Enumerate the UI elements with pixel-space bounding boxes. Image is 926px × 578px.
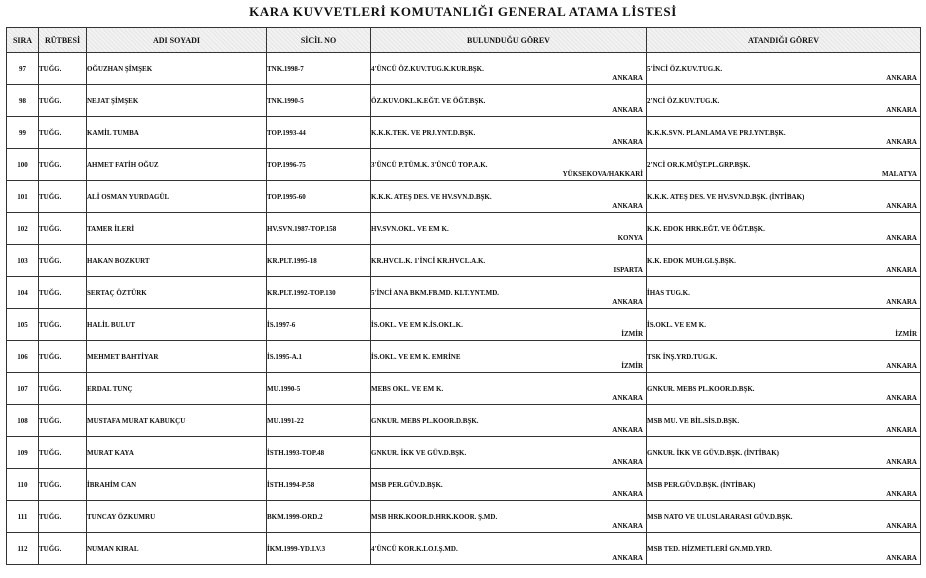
name-cell: MURAT KAYA bbox=[87, 437, 267, 469]
header-rank: RÜTBESİ bbox=[39, 28, 87, 53]
rank-cell: TUĞG. bbox=[39, 533, 87, 565]
assigned-duty-cell bbox=[647, 341, 921, 373]
row-number: 103 bbox=[7, 245, 39, 277]
assigned-duty-cell bbox=[647, 373, 921, 405]
assigned-city: MALATYA bbox=[881, 170, 917, 178]
registry-cell: KR.PLT.1995-18 bbox=[267, 245, 371, 277]
assigned-city: İZMİR bbox=[895, 330, 917, 338]
assigned-city: ANKARA bbox=[886, 394, 917, 402]
registry-cell: TOP.1993-44 bbox=[267, 117, 371, 149]
rank-cell: TUĞG. bbox=[39, 469, 87, 501]
registry-cell: KR.PLT.1992-TOP.130 bbox=[267, 277, 371, 309]
current-duty-cell bbox=[371, 85, 647, 117]
table-row bbox=[7, 405, 921, 437]
current-city: ANKARA bbox=[612, 106, 643, 114]
table-row bbox=[7, 149, 921, 181]
row-number: 106 bbox=[7, 341, 39, 373]
current-duty-text: GNKUR. İKK VE GÜV.D.BŞK. bbox=[371, 448, 467, 457]
assigned-duty-text: İS.OKL. VE EM K. bbox=[647, 320, 706, 329]
current-city: İZMİR bbox=[621, 330, 643, 338]
row-number: 97 bbox=[7, 53, 39, 85]
row-number: 105 bbox=[7, 309, 39, 341]
registry-cell: HV.SVN.1987-TOP.158 bbox=[267, 213, 371, 245]
assigned-duty-cell bbox=[647, 117, 921, 149]
header-no: SIRA bbox=[7, 28, 39, 53]
assigned-duty-cell bbox=[647, 213, 921, 245]
name-cell: AHMET FATİH OĞUZ bbox=[87, 149, 267, 181]
assigned-duty-text: K.K.K.SVN. PLANLAMA VE PRJ.YNT.BŞK. bbox=[647, 128, 786, 137]
assigned-duty-cell bbox=[647, 245, 921, 277]
current-city: ANKARA bbox=[612, 522, 643, 530]
current-duty-text: MSB PER.GÜV.D.BŞK. bbox=[371, 480, 443, 489]
table-row bbox=[7, 309, 921, 341]
assigned-city: ANKARA bbox=[886, 554, 917, 562]
current-city: ANKARA bbox=[612, 490, 643, 498]
registry-cell: MU.1991-22 bbox=[267, 405, 371, 437]
table-row bbox=[7, 437, 921, 469]
current-duty-cell bbox=[371, 501, 647, 533]
current-city: ISPARTA bbox=[613, 266, 643, 274]
table-header bbox=[7, 28, 921, 53]
name-cell: OĞUZHAN ŞİMŞEK bbox=[87, 53, 267, 85]
assigned-city: ANKARA bbox=[886, 202, 917, 210]
table-row bbox=[7, 213, 921, 245]
row-number: 112 bbox=[7, 533, 39, 565]
current-duty-text: 3'ÜNCÜ P.TÜM.K. 3'ÜNCÜ TOP.A.K. bbox=[371, 160, 488, 169]
assigned-duty-cell bbox=[647, 405, 921, 437]
assigned-duty-text: MSB NATO VE ULUSLARARASI GÜV.D.BŞK. bbox=[647, 512, 793, 521]
current-city: ANKARA bbox=[612, 394, 643, 402]
table-row bbox=[7, 181, 921, 213]
assigned-duty-cell bbox=[647, 149, 921, 181]
row-number: 110 bbox=[7, 469, 39, 501]
name-cell: NEJAT ŞİMŞEK bbox=[87, 85, 267, 117]
assigned-city: ANKARA bbox=[886, 266, 917, 274]
name-cell: MUSTAFA MURAT KABUKÇU bbox=[87, 405, 267, 437]
current-duty-text: HV.SVN.OKL. VE EM K. bbox=[371, 224, 449, 233]
assigned-duty-cell bbox=[647, 501, 921, 533]
registry-cell: İSTH.1994-P.58 bbox=[267, 469, 371, 501]
current-city: KONYA bbox=[617, 234, 643, 242]
assigned-city: ANKARA bbox=[886, 490, 917, 498]
assigned-duty-text: K.K. EDOK MUH.GLŞ.BŞK. bbox=[647, 256, 736, 265]
rank-cell: TUĞG. bbox=[39, 437, 87, 469]
registry-cell: TOP.1995-60 bbox=[267, 181, 371, 213]
registry-cell: İS.1995-A.1 bbox=[267, 341, 371, 373]
assigned-duty-text: MSB PER.GÜV.D.BŞK. (İNTİBAK) bbox=[647, 480, 756, 489]
assigned-duty-cell bbox=[647, 437, 921, 469]
rank-cell: TUĞG. bbox=[39, 181, 87, 213]
current-duty-text: 4'ÜNCÜ ÖZ.KUV.TUG.K.KUR.BŞK. bbox=[371, 64, 484, 73]
current-duty-text: 5'İNCİ ANA BKM.FB.MD. KLT.YNT.MD. bbox=[371, 288, 500, 297]
header-row bbox=[7, 28, 921, 53]
rank-cell: TUĞG. bbox=[39, 341, 87, 373]
name-cell: TAMER İLERİ bbox=[87, 213, 267, 245]
table-row bbox=[7, 469, 921, 501]
current-duty-text: 4'ÜNCÜ KOR.K.LOJ.Ş.MD. bbox=[371, 544, 458, 553]
current-duty-cell bbox=[371, 469, 647, 501]
current-city: ANKARA bbox=[612, 202, 643, 210]
assigned-city: ANKARA bbox=[886, 74, 917, 82]
registry-cell: İSTH.1993-TOP.48 bbox=[267, 437, 371, 469]
table-row bbox=[7, 277, 921, 309]
name-cell: ERDAL TUNÇ bbox=[87, 373, 267, 405]
header-assigned-duty: ATANDIĞI GÖREV bbox=[647, 28, 921, 53]
rank-cell: TUĞG. bbox=[39, 373, 87, 405]
row-number: 104 bbox=[7, 277, 39, 309]
current-duty-cell bbox=[371, 245, 647, 277]
assigned-city: ANKARA bbox=[886, 138, 917, 146]
current-duty-cell bbox=[371, 117, 647, 149]
row-number: 102 bbox=[7, 213, 39, 245]
table-row bbox=[7, 373, 921, 405]
current-duty-cell bbox=[371, 213, 647, 245]
current-city: ANKARA bbox=[612, 458, 643, 466]
row-number: 98 bbox=[7, 85, 39, 117]
assigned-duty-text: MSB TED. HİZMETLERİ GN.MD.YRD. bbox=[647, 544, 772, 553]
assigned-duty-text: TSK İNŞ.YRD.TUG.K. bbox=[647, 352, 718, 361]
rank-cell: TUĞG. bbox=[39, 501, 87, 533]
current-duty-text: MEBS OKL. VE EM K. bbox=[371, 384, 444, 393]
assigned-city: ANKARA bbox=[886, 234, 917, 242]
assigned-duty-text: 2'NCİ ÖZ.KUV.TUG.K. bbox=[647, 96, 720, 105]
assigned-city: ANKARA bbox=[886, 426, 917, 434]
current-city: ANKARA bbox=[612, 298, 643, 306]
current-duty-text: KR.HVCL.K. 1'İNCİ KR.HVCL.A.K. bbox=[371, 256, 486, 265]
registry-cell: TNK.1990-5 bbox=[267, 85, 371, 117]
assigned-duty-text: K.K.K. ATEŞ DES. VE HV.SVN.D.BŞK. (İNTİBAK) bbox=[647, 192, 805, 201]
current-city: ANKARA bbox=[612, 554, 643, 562]
assigned-duty-text: MSB MU. VE BİL.SİS.D.BŞK. bbox=[647, 416, 740, 425]
assigned-duty-cell bbox=[647, 181, 921, 213]
current-city: ANKARA bbox=[612, 426, 643, 434]
assigned-city: ANKARA bbox=[886, 362, 917, 370]
table-row bbox=[7, 341, 921, 373]
name-cell: SERTAÇ ÖZTÜRK bbox=[87, 277, 267, 309]
current-duty-cell bbox=[371, 53, 647, 85]
assigned-city: ANKARA bbox=[886, 106, 917, 114]
current-duty-cell bbox=[371, 341, 647, 373]
name-cell: NUMAN KIRAL bbox=[87, 533, 267, 565]
name-cell: MEHMET BAHTİYAR bbox=[87, 341, 267, 373]
rank-cell: TUĞG. bbox=[39, 309, 87, 341]
current-duty-text: ÖZ.KUV.OKL.K.EĞT. VE ÖĞT.BŞK. bbox=[371, 96, 486, 105]
current-duty-cell bbox=[371, 181, 647, 213]
registry-cell: MU.1990-5 bbox=[267, 373, 371, 405]
table-row bbox=[7, 117, 921, 149]
registry-cell: İKM.1999-YD.LV.3 bbox=[267, 533, 371, 565]
current-duty-cell bbox=[371, 405, 647, 437]
row-number: 108 bbox=[7, 405, 39, 437]
assigned-duty-cell bbox=[647, 85, 921, 117]
assigned-duty-cell bbox=[647, 469, 921, 501]
name-cell: KAMİL TUMBA bbox=[87, 117, 267, 149]
table-row bbox=[7, 501, 921, 533]
current-duty-text: K.K.K.TEK. VE PRJ.YNT.D.BŞK. bbox=[371, 128, 476, 137]
assigned-city: ANKARA bbox=[886, 298, 917, 306]
table-row bbox=[7, 85, 921, 117]
current-duty-cell bbox=[371, 277, 647, 309]
rank-cell: TUĞG. bbox=[39, 149, 87, 181]
current-city: ANKARA bbox=[612, 74, 643, 82]
assignment-table bbox=[6, 27, 921, 565]
current-duty-text: MSB HRK.KOOR.D.HRK.KOOR. Ş.MD. bbox=[371, 512, 498, 521]
header-current-duty: BULUNDUĞU GÖREV bbox=[371, 28, 647, 53]
page-title: KARA KUVVETLERİ KOMUTANLIĞI GENERAL ATAMA LİSTESİ bbox=[249, 4, 677, 19]
row-number: 100 bbox=[7, 149, 39, 181]
current-duty-text: İS.OKL. VE EM K.İS.OKL.K. bbox=[371, 320, 463, 329]
assigned-duty-cell bbox=[647, 533, 921, 565]
current-duty-text: GNKUR. MEBS PL.KOOR.D.BŞK. bbox=[371, 416, 479, 425]
rank-cell: TUĞG. bbox=[39, 85, 87, 117]
assigned-duty-text: İHAS TUG.K. bbox=[647, 288, 690, 297]
header-name: ADI SOYADI bbox=[87, 28, 267, 53]
current-duty-cell bbox=[371, 533, 647, 565]
name-cell: HALİL BULUT bbox=[87, 309, 267, 341]
rank-cell: TUĞG. bbox=[39, 245, 87, 277]
current-duty-cell bbox=[371, 149, 647, 181]
current-duty-text: K.K.K. ATEŞ DES. VE HV.SVN.D.BŞK. bbox=[371, 192, 492, 201]
row-number: 109 bbox=[7, 437, 39, 469]
assigned-duty-text: 2'NCİ OR.K.MÜŞT.PL.GRP.BŞK. bbox=[647, 160, 751, 169]
current-duty-cell bbox=[371, 437, 647, 469]
name-cell: HAKAN BOZKURT bbox=[87, 245, 267, 277]
current-duty-cell bbox=[371, 373, 647, 405]
assigned-duty-text: K.K. EDOK HRK.EĞT. VE ÖĞT.BŞK. bbox=[647, 224, 765, 233]
registry-cell: TOP.1996-75 bbox=[267, 149, 371, 181]
row-number: 111 bbox=[7, 501, 39, 533]
assigned-duty-cell bbox=[647, 309, 921, 341]
current-duty-cell bbox=[371, 309, 647, 341]
row-number: 99 bbox=[7, 117, 39, 149]
current-duty-text: İS.OKL. VE EM K. EMRİNE bbox=[371, 352, 461, 361]
registry-cell: BKM.1999-ORD.2 bbox=[267, 501, 371, 533]
current-city: YÜKSEKOVA/HAKKARİ bbox=[562, 170, 643, 178]
assigned-duty-text: GNKUR. MEBS PL.KOOR.D.BŞK. bbox=[647, 384, 755, 393]
assigned-city: ANKARA bbox=[886, 522, 917, 530]
rank-cell: TUĞG. bbox=[39, 405, 87, 437]
row-number: 101 bbox=[7, 181, 39, 213]
row-number: 107 bbox=[7, 373, 39, 405]
registry-cell: TNK.1998-7 bbox=[267, 53, 371, 85]
header-registry: SİCİL NO bbox=[267, 28, 371, 53]
assigned-duty-text: 5'İNCİ ÖZ.KUV.TUG.K. bbox=[647, 64, 723, 73]
current-city: ANKARA bbox=[612, 138, 643, 146]
rank-cell: TUĞG. bbox=[39, 277, 87, 309]
assigned-duty-text: GNKUR. İKK VE GÜV.D.BŞK. (İNTİBAK) bbox=[647, 448, 779, 457]
table-row bbox=[7, 53, 921, 85]
assigned-city: ANKARA bbox=[886, 458, 917, 466]
table-row bbox=[7, 533, 921, 565]
rank-cell: TUĞG. bbox=[39, 117, 87, 149]
registry-cell: İS.1997-6 bbox=[267, 309, 371, 341]
assigned-duty-cell bbox=[647, 53, 921, 85]
assigned-duty-cell bbox=[647, 277, 921, 309]
rank-cell: TUĞG. bbox=[39, 53, 87, 85]
table-body bbox=[7, 53, 921, 565]
current-city: İZMİR bbox=[621, 362, 643, 370]
name-cell: İBRAHİM CAN bbox=[87, 469, 267, 501]
name-cell: TUNCAY ÖZKUMRU bbox=[87, 501, 267, 533]
name-cell: ALİ OSMAN YURDAGÜL bbox=[87, 181, 267, 213]
rank-cell: TUĞG. bbox=[39, 213, 87, 245]
table-row bbox=[7, 245, 921, 277]
